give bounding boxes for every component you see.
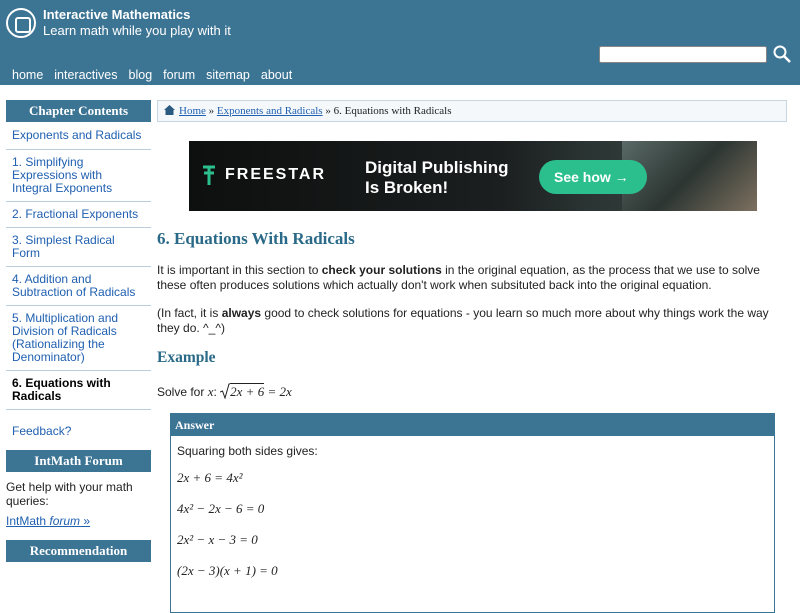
p1-text-c: in the original equation, as the process that we use to solve these often produces solutions which actually don't work when subsituted back into the original equation.	[157, 263, 760, 292]
breadcrumb-sep-2: »	[322, 105, 334, 117]
site-tagline: Learn math while you play with it	[43, 23, 231, 38]
p1-text-a: It is important in this section to	[157, 263, 322, 277]
site-header	[0, 0, 800, 85]
sidebar-item-1[interactable]: 1. Simplifying Expressions with Integral Exponents	[6, 150, 151, 202]
equation-step-3: 2x² − x − 3 = 0	[177, 532, 258, 547]
sidebar-item-3[interactable]: 3. Simplest Radical Form	[6, 228, 151, 267]
forum-link-word: forum	[49, 514, 81, 528]
nav-home[interactable]: home	[12, 68, 44, 82]
equation-step-4: (2x − 3)(x + 1) = 0	[177, 563, 278, 578]
sidebar-item-5[interactable]: 5. Multiplication and Division of Radicals (Rationalizing the Denominator)	[6, 306, 151, 371]
home-icon[interactable]	[164, 105, 175, 115]
forum-heading: IntMath Forum	[6, 450, 151, 472]
p2-text-a: (In fact, it is	[157, 306, 222, 320]
chapter-contents-heading: Chapter Contents	[6, 100, 151, 122]
forum-link-prefix: IntMath	[6, 514, 50, 528]
example-equation	[220, 384, 292, 399]
solve-var: x	[207, 384, 214, 399]
equation-rhs: = 2x	[264, 384, 292, 399]
sidebar-item-2[interactable]: 2. Fractional Exponents	[6, 202, 151, 228]
breadcrumb-section[interactable]: Exponents and Radicals	[216, 105, 323, 117]
site-logo-icon[interactable]	[6, 8, 36, 38]
equation-step-1: 2x + 6 = 4x²	[177, 470, 243, 485]
feedback-link[interactable]: Feedback?	[12, 424, 72, 438]
p2-text-c: good to check solutions for equations - you learn so much more about why things work the way they do. ^_^)	[157, 306, 769, 335]
equation-step-2: 4x² − 2x − 6 = 0	[177, 501, 265, 516]
nav-forum[interactable]: forum	[163, 68, 196, 82]
nav-interactives[interactable]: interactives	[54, 68, 118, 82]
nav-about[interactable]: about	[260, 68, 293, 82]
example-heading: Example	[157, 349, 216, 366]
answer-body	[171, 436, 774, 600]
forum-link-suffix: »	[80, 514, 91, 528]
breadcrumb	[157, 100, 787, 122]
main-nav	[12, 68, 303, 82]
nav-sitemap[interactable]: sitemap	[206, 68, 250, 82]
breadcrumb-sep-1: »	[205, 105, 217, 117]
intro-paragraph	[157, 263, 789, 293]
p1-bold: check your solutions	[321, 263, 442, 277]
nav-blog[interactable]: blog	[128, 68, 153, 82]
answer-intro: Squaring both sides gives:	[177, 444, 318, 458]
sidebar-item-6-current[interactable]: 6. Equations with Radicals	[6, 371, 151, 410]
search-icon[interactable]	[772, 44, 792, 64]
site-title[interactable]: Interactive Mathematics	[43, 7, 191, 22]
sidebar-item-4[interactable]: 4. Addition and Subtraction of Radicals	[6, 267, 151, 306]
forum-link[interactable]	[6, 514, 151, 540]
ad-brand: FREESTAR	[225, 166, 327, 183]
forum-text: Get help with your math queries:	[6, 480, 133, 508]
breadcrumb-current: 6. Equations with Radicals	[333, 105, 452, 117]
note-paragraph	[157, 306, 789, 336]
freestar-logo-icon	[201, 165, 217, 187]
ad-headline	[365, 158, 509, 198]
page-title: 6. Equations With Radicals	[157, 229, 355, 248]
radicand: 2x + 6	[230, 384, 265, 399]
ad-headline-line-2: Is Broken!	[365, 178, 449, 197]
sidebar	[6, 100, 151, 562]
recommendation-heading: Recommendation	[6, 540, 151, 562]
example-problem	[157, 383, 292, 400]
answer-toggle[interactable]: Answer	[171, 414, 774, 436]
ad-banner[interactable]	[189, 141, 757, 211]
ad-headline-line-1: Digital Publishing	[365, 158, 509, 177]
ad-cta-button[interactable]: See how →	[539, 160, 647, 194]
sqrt-icon	[220, 383, 230, 399]
solve-label: Solve for	[157, 385, 208, 399]
sidebar-chapter-link[interactable]: Exponents and Radicals	[6, 122, 151, 150]
p2-bold: always	[221, 306, 262, 320]
answer-box	[170, 413, 775, 613]
breadcrumb-home[interactable]: Home	[179, 105, 206, 117]
search-input[interactable]	[599, 46, 767, 63]
solve-colon: :	[213, 385, 221, 399]
